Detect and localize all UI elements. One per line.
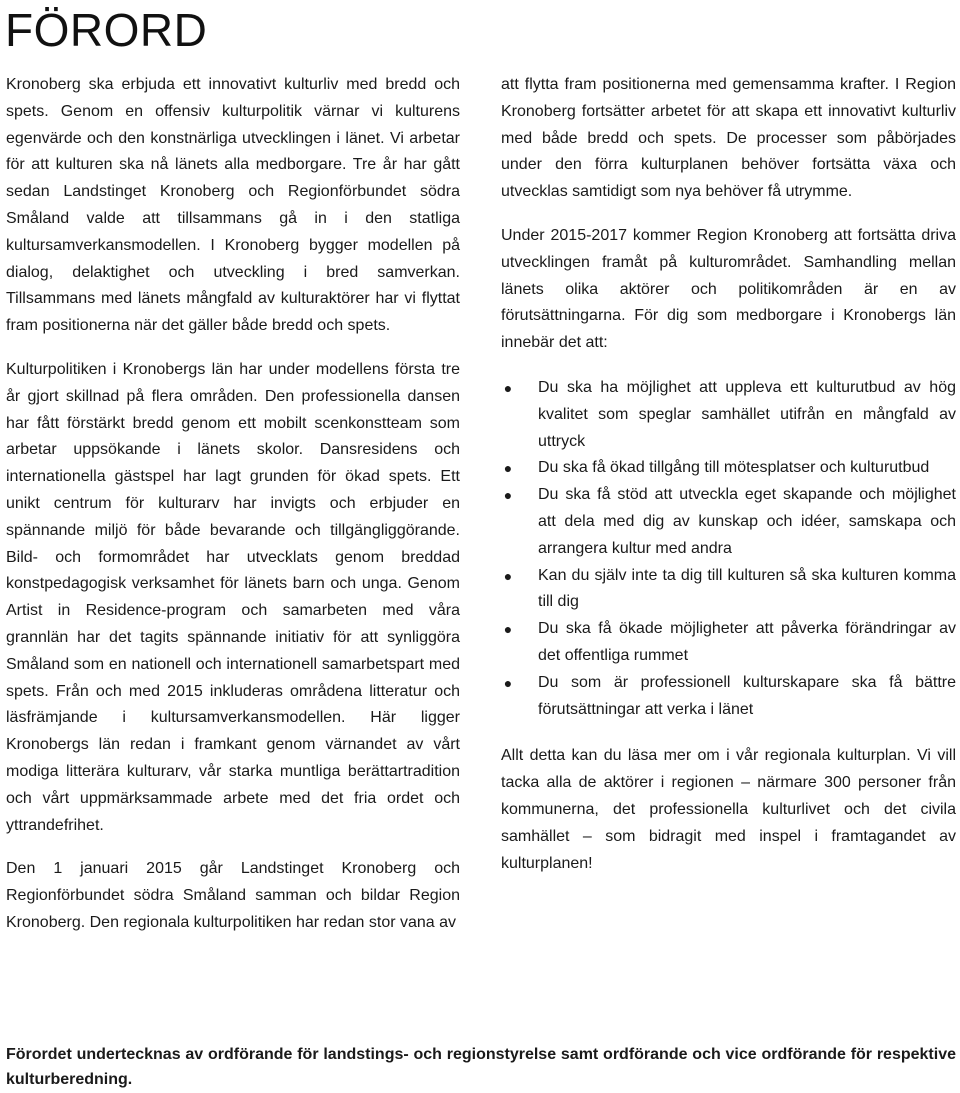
bullet-icon: ● (503, 674, 513, 691)
region-merger-paragraph: Den 1 januari 2015 går Landstinget Kronoberg och Regionförbundet södra Småland samman och bildar Region Kronoberg. Den regionala kulturpolitiken har redan stor vana av (6, 860, 460, 931)
citizen-rights-list (501, 375, 956, 723)
list-item (501, 455, 956, 482)
bullet-icon: ● (503, 567, 513, 584)
list-item (501, 616, 956, 670)
list-item-text: Kan du själv inte ta dig till kulturen så ska kulturen komma till dig (538, 566, 956, 611)
right-column (501, 72, 956, 877)
signature-note: Förordet undertecknas av ordförande för landstings- och regionstyrelse samt ordförande och vice ordförande för respektive kulturberedning. (6, 1046, 956, 1088)
list-item (501, 482, 956, 562)
list-item-text: Du ska få stöd att utveckla eget skapande och möjlighet att dela med dig av kunskap och idéer, samskapa och arrangera kultur med andra (538, 486, 956, 557)
list-item-text: Du ska få ökad tillgång till mötesplatser och kulturutbud (538, 459, 930, 477)
list-item (501, 563, 956, 617)
bullet-icon: ● (503, 379, 513, 396)
bullet-icon: ● (503, 621, 513, 638)
list-item (501, 375, 956, 455)
page-title: FÖRORD (5, 4, 208, 56)
left-column (6, 72, 460, 937)
list-item (501, 670, 956, 724)
intro-paragraph: Kronoberg ska erbjuda ett innovativt kulturliv med bredd och spets. Genom en offensiv kulturpolitik värnar vi kulturens egenvärde och den konstnärliga utvecklingen i länet. Vi arbetar för att kulturen ska nå länets alla medborgare. Tre år har gått sedan Landstinget Kronoberg och Regionförbundet södra Småland valde att tillsammans gå in i den statliga kultursamverkansmodellen. I Kronoberg bygger modellen på dialog, delaktighet och utveckling i bred samverkan. Tillsammans med länets mångfald av kulturaktörer har vi flyttat fram positionerna när det gäller både bredd och spets. (6, 76, 460, 335)
bullet-icon: ● (503, 460, 513, 477)
plan-period-paragraph: Under 2015-2017 kommer Region Kronoberg att fortsätta driva utvecklingen framåt på kulturområdet. Samhandling mellan länets olika aktörer och politikområden är en av förutsättningarna. För dig som medborgare i Kronobergs län innebär det att: (501, 226, 956, 352)
continuation-paragraph: att flytta fram positionerna med gemensamma krafter. I Region Kronoberg fortsätter arbetet för att skapa ett innovativt kulturliv med både bredd och spets. De processer som påbörjades under den förra kulturplanen behöver fortsätta växa och utvecklas samtidigt som nya behöver få utrymme. (501, 76, 956, 201)
closing-paragraph: Allt detta kan du läsa mer om i vår regionala kulturplan. Vi vill tacka alla de aktörer i regionen – närmare 300 personer från kommunerna, det professionella kulturlivet och det civila samhället – som bidragit med inspel i framtagandet av kulturplanen! (501, 747, 956, 872)
list-item-text: Du som är professionell kulturskapare ska få bättre förutsättningar att verka i länet (538, 673, 956, 718)
list-item-text: Du ska ha möjlighet att uppleva ett kulturutbud av hög kvalitet som speglar samhället utifrån en mångfald av uttryck (538, 378, 956, 450)
list-item-text: Du ska få ökade möjligheter att påverka förändringar av det offentliga rummet (538, 620, 956, 664)
bullet-icon: ● (503, 487, 513, 504)
cultural-policy-paragraph: Kulturpolitiken i Kronobergs län har under modellens första tre år gjort skillnad på flera områden. Den professionella dansen har fått förstärkt bredd genom ett mobilt scenkonstteam som arbetar uppsökande i länets skolor. Dansresidens och internationella gästspel har lagt grunden för ökad spets. Ett unikt centrum för kulturarv har invigts och erbjuder en spännande miljö för både bevarande och tillgängliggörande. Bild- och formområdet har utvecklats genom breddad konstpedagogisk verksamhet för länets barn och unga. Genom Artist in Residence-program och samarbeten med våra grannlän har det tagits spännande initiativ för att synliggöra Småland som en nationell och internationell samarbetspart med spets. Från och med 2015 inkluderas områdena litteratur och läsfrämjande i kultursamverkansmodellen. Här ligger Kronobergs län redan i framkant genom värnandet av vårt modiga litterära kulturarv, vår starka muntliga berättartradition och vårt uppmärksammade arbete med det fria ordet och yttrandefrihet. (6, 360, 460, 834)
